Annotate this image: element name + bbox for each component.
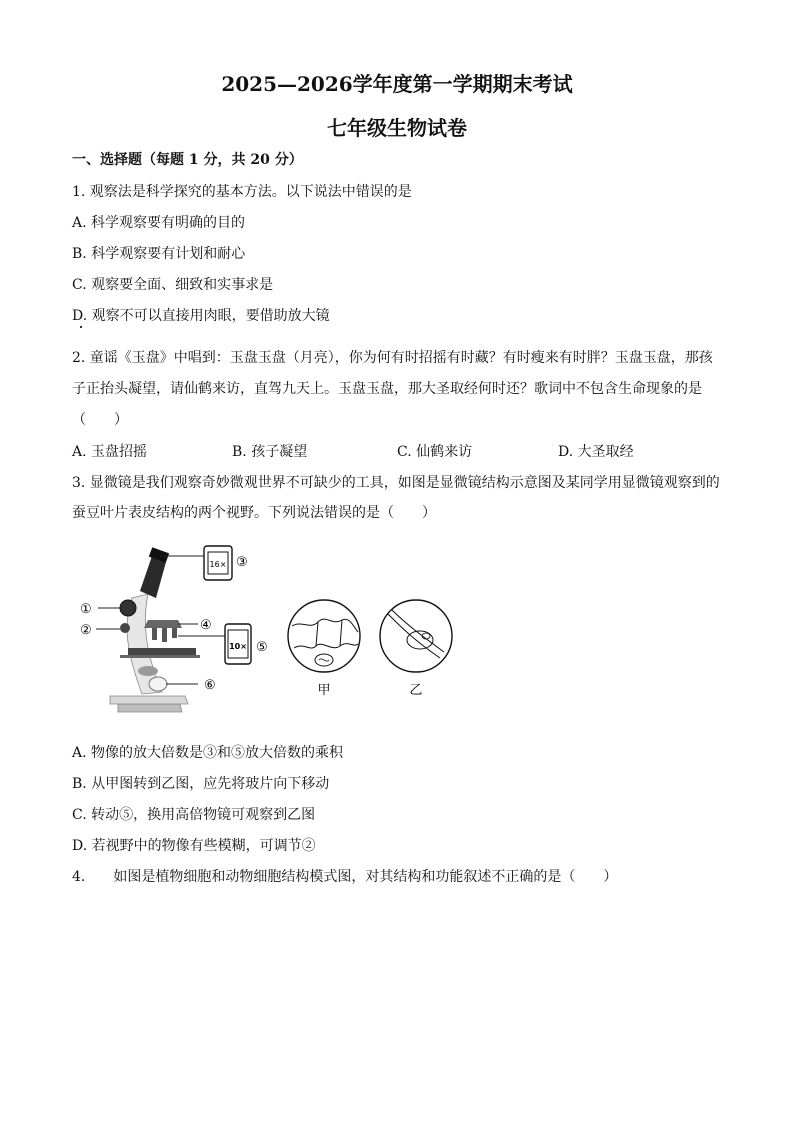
- stray-dot: [80, 326, 82, 328]
- q2-option-b: B. 孩子凝望: [232, 444, 308, 460]
- q1-option-a: A. 科学观察要有明确的目的: [72, 215, 246, 231]
- q4-stem: 4. 如图是植物细胞和动物细胞结构模式图，对其结构和功能叙述不正确的是（ ）: [72, 869, 618, 885]
- q3-option-b: B. 从甲图转到乙图，应先将玻片向下移动: [72, 776, 330, 792]
- q1-option-c: C. 观察要全面、细致和实事求是: [72, 277, 274, 293]
- q2-option-d: D. 大圣取经: [558, 444, 634, 460]
- q3-stem-line-1: 3. 显微镜是我们观察奇妙微观世界不可缺少的工具，如图是显微镜结构示意图及某同学用显微镜观察到的: [72, 475, 720, 491]
- q2-stem-line-2: 子正抬头凝望，请仙鹤来访，直驾九天上。玉盘玉盘，那大圣取经何时还？歌词中不包含生命现象的是: [72, 381, 702, 397]
- q1-stem: 1. 观察法是科学探究的基本方法。以下说法中错误的是: [72, 184, 412, 200]
- exam-subtitle: 七年级生物试卷: [327, 116, 467, 140]
- q2-option-a: A. 玉盘招摇: [72, 444, 148, 460]
- label-5: ⑤: [256, 640, 268, 655]
- label-6: ⑥: [204, 678, 216, 693]
- q2-stem-line-3: （ ）: [72, 412, 128, 428]
- q3-option-a: A. 物像的放大倍数是③和⑤放大倍数的乘积: [72, 745, 344, 761]
- section-heading: 一、选择题（每题 1 分，共 20 分）: [72, 152, 303, 168]
- microscope-illustration: [70, 536, 470, 726]
- q1-option-b: B. 科学观察要有计划和耐心: [72, 246, 246, 262]
- q3-stem-line-2: 蚕豆叶片表皮结构的两个视野。下列说法错误的是（ ）: [72, 505, 436, 521]
- q3-option-d: D. 若视野中的物像有些模糊，可调节②: [72, 838, 316, 854]
- objective-mark: 10×: [229, 642, 247, 651]
- view-label-yi: 乙: [409, 683, 423, 698]
- q2-stem-line-1: 2. 童谣《玉盘》中唱到：玉盘玉盘（月亮），你为何有时招摇有时藏？有时瘦来有时胖？玉盘玉盘，那孩: [72, 350, 713, 366]
- label-3: ③: [236, 555, 248, 570]
- label-2: ②: [80, 623, 92, 638]
- q2-option-c: C. 仙鹤来访: [397, 444, 473, 460]
- exam-title: 2025—2026学年度第一学期期末考试: [221, 72, 573, 96]
- view-label-jia: 甲: [317, 683, 331, 698]
- label-1: ①: [80, 602, 92, 617]
- q1-option-d: D. 观察不可以直接用肉眼，要借助放大镜: [72, 308, 330, 324]
- microscope-figure: [70, 536, 470, 726]
- label-4: ④: [200, 618, 212, 633]
- eyepiece-mark: 16×: [209, 560, 227, 569]
- q3-option-c: C. 转动⑤，换用高倍物镜可观察到乙图: [72, 807, 316, 823]
